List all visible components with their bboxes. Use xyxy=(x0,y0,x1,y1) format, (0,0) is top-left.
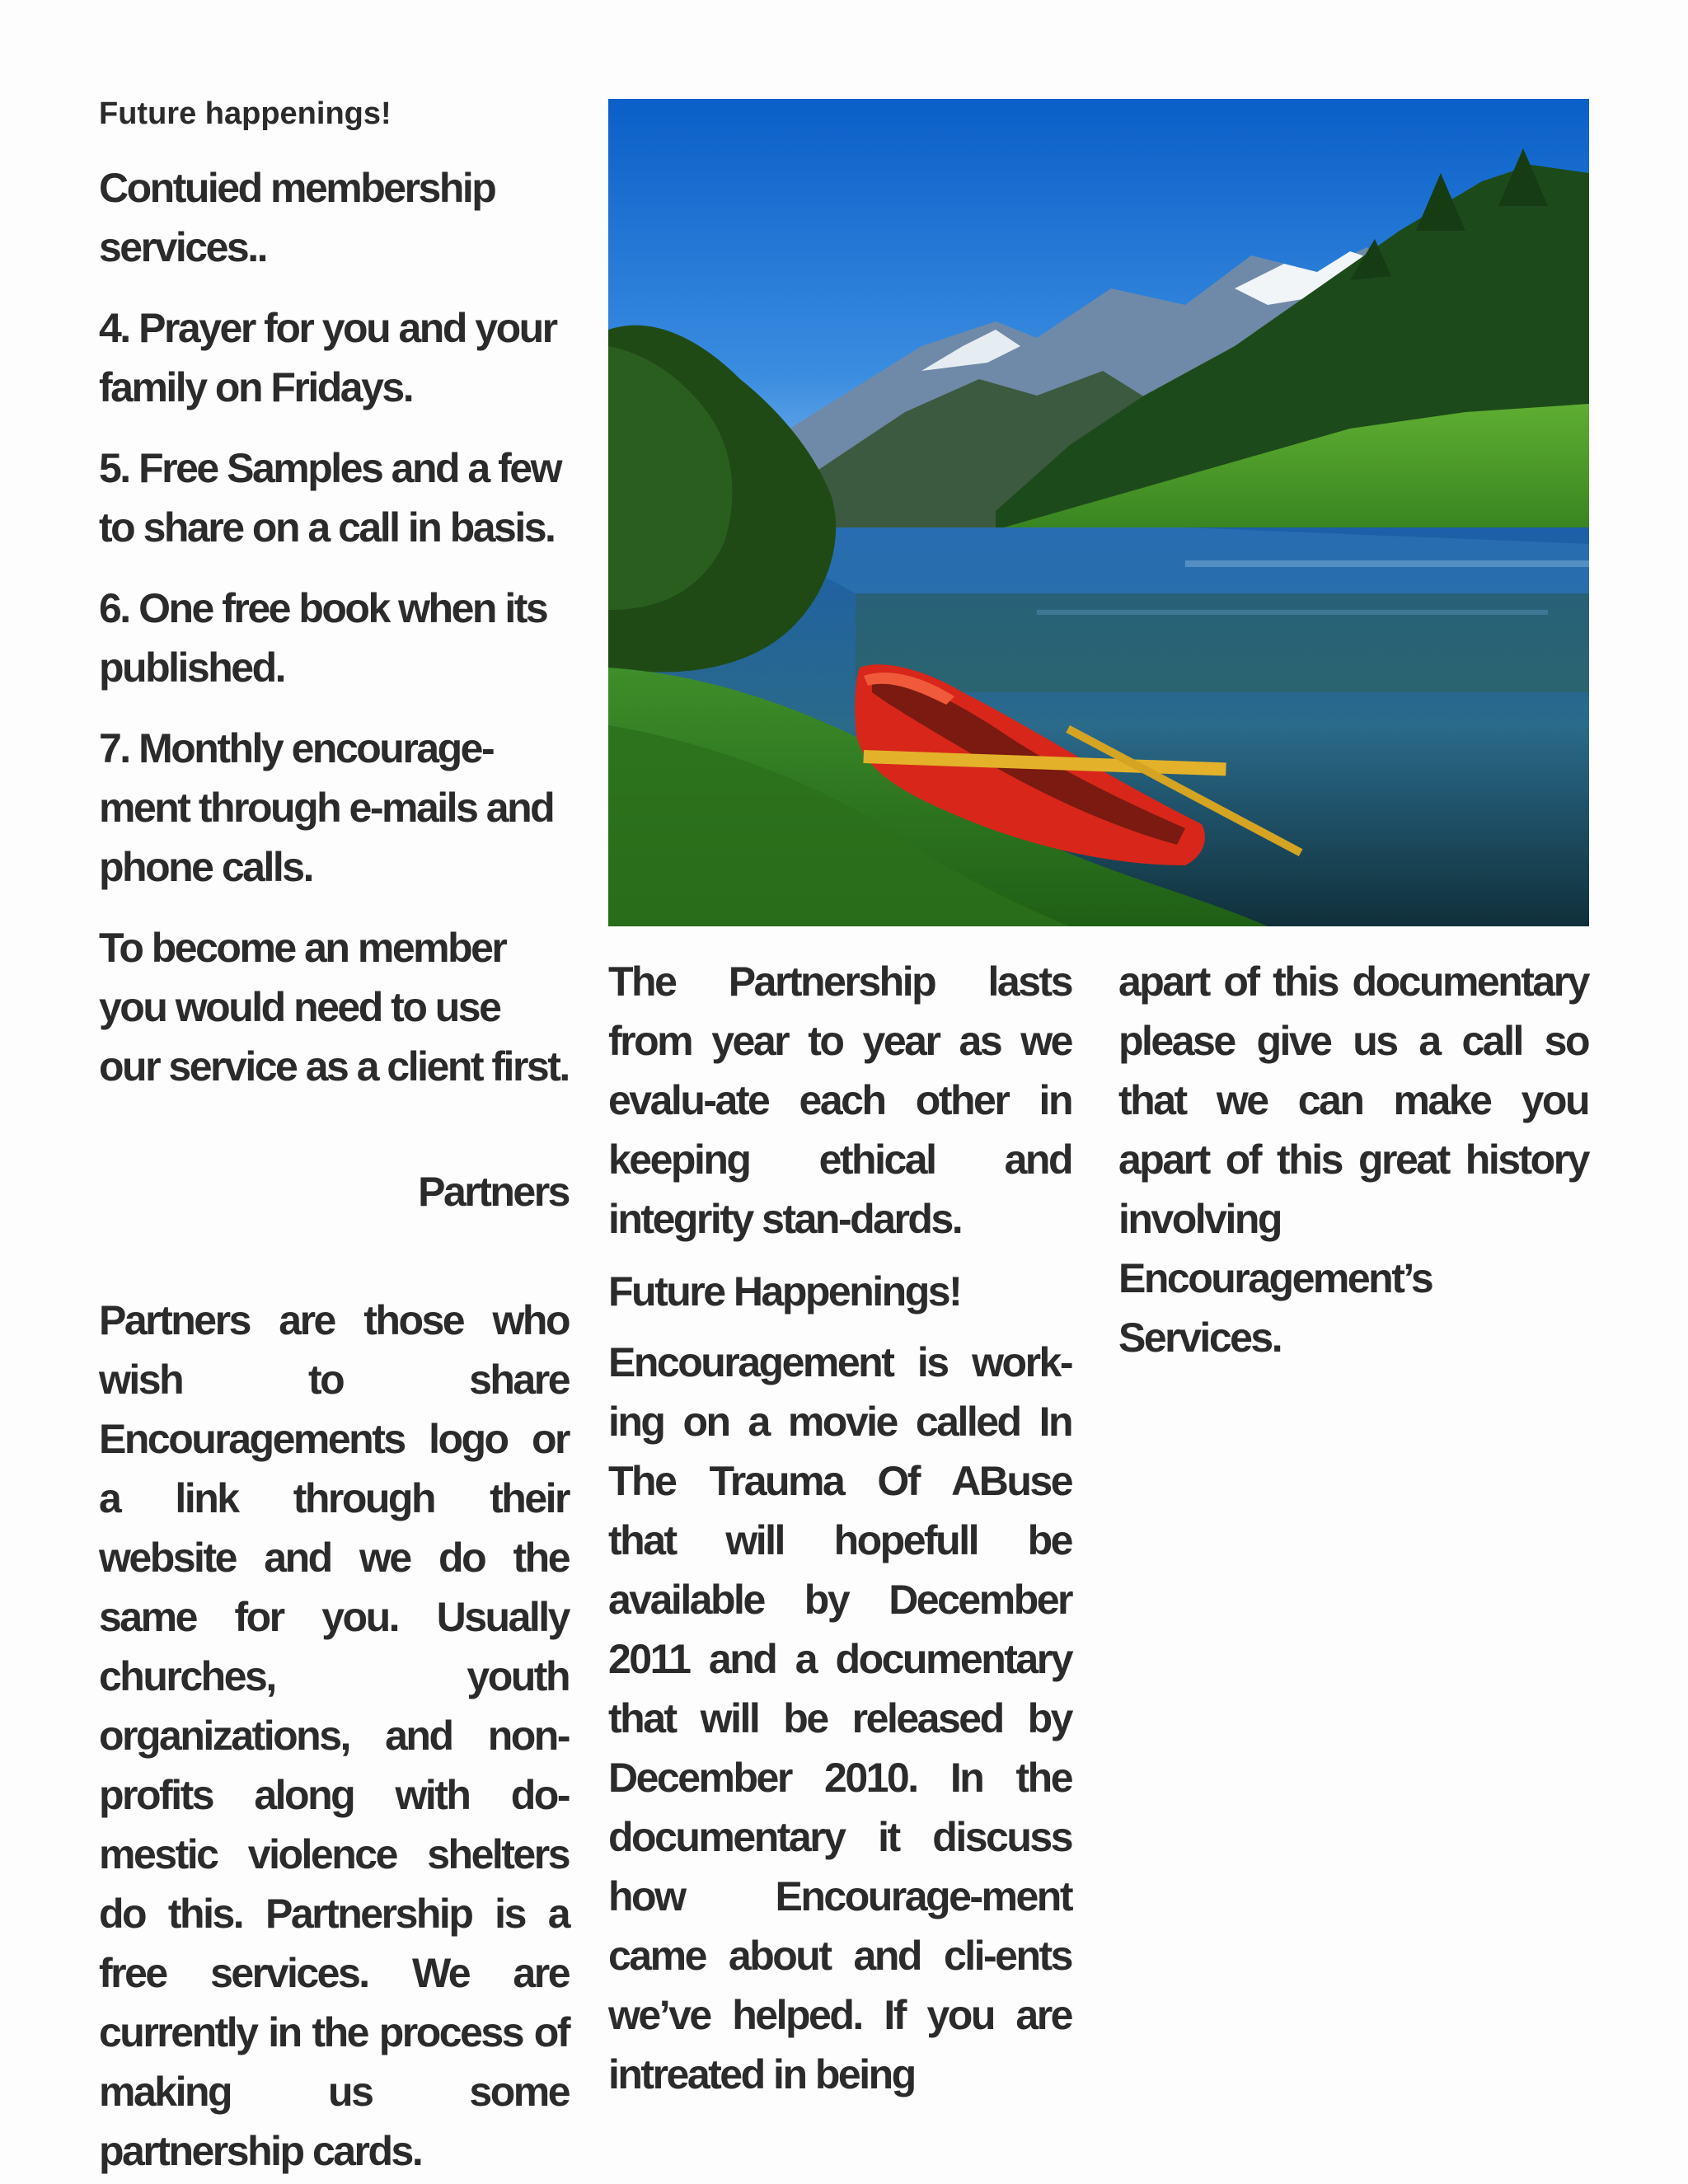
left-column xyxy=(99,92,569,2181)
list-item-4: 4. Prayer for you and your family on Fridays. xyxy=(99,305,556,410)
continued-services-text: Contuied membership services.. xyxy=(99,165,495,270)
list-item-7: 7. Monthly encourage-ment through e-mails and phone calls. xyxy=(99,725,554,890)
partnership-lasts-text: The Partnership lasts from year to year as we evalu-ate each other in keeping ethical and integrity stan-dards. xyxy=(608,958,1071,1242)
lake-rowboat-photo xyxy=(608,99,1589,926)
lake-rowboat-image xyxy=(608,99,1589,926)
right-column xyxy=(1118,952,1588,1367)
become-member-text: To become an member you would need to use our service as a client first. xyxy=(99,925,569,1090)
documentary-continuation-text: apart of this documentary please give us a call so that we can make you apart of this great history involving Encouragement’s Services. xyxy=(1118,958,1588,1361)
list-item-6: 6. One free book when its published. xyxy=(99,585,547,691)
future-happenings-heading-2: Future Happenings! xyxy=(608,1268,961,1315)
middle-column xyxy=(608,952,1071,2104)
future-happenings-heading: Future happenings! xyxy=(99,96,392,131)
movie-documentary-text: Encouragement is work-ing on a movie called In The Trauma Of ABuse that will hopefull be available by December 2011 and a documentary that will be released by December 2010. In the documentary it discuss how Encourage-ment came about and cli-ents we’ve helped. If you are intreated in being xyxy=(608,1339,1071,2097)
partners-heading: Partners xyxy=(418,1169,569,1215)
list-item-5: 5. Free Samples and a few to share on a call in basis. xyxy=(99,445,560,551)
partners-body-text: Partners are those who wish to share Encouragements logo or a link through their website and we do the same for you. Usually churches, youth organizations, and non-profits along with do-mestic violence shelters do this. Partnership is a free services. We are currently in the process of making us some partnership cards. xyxy=(99,1297,569,2174)
